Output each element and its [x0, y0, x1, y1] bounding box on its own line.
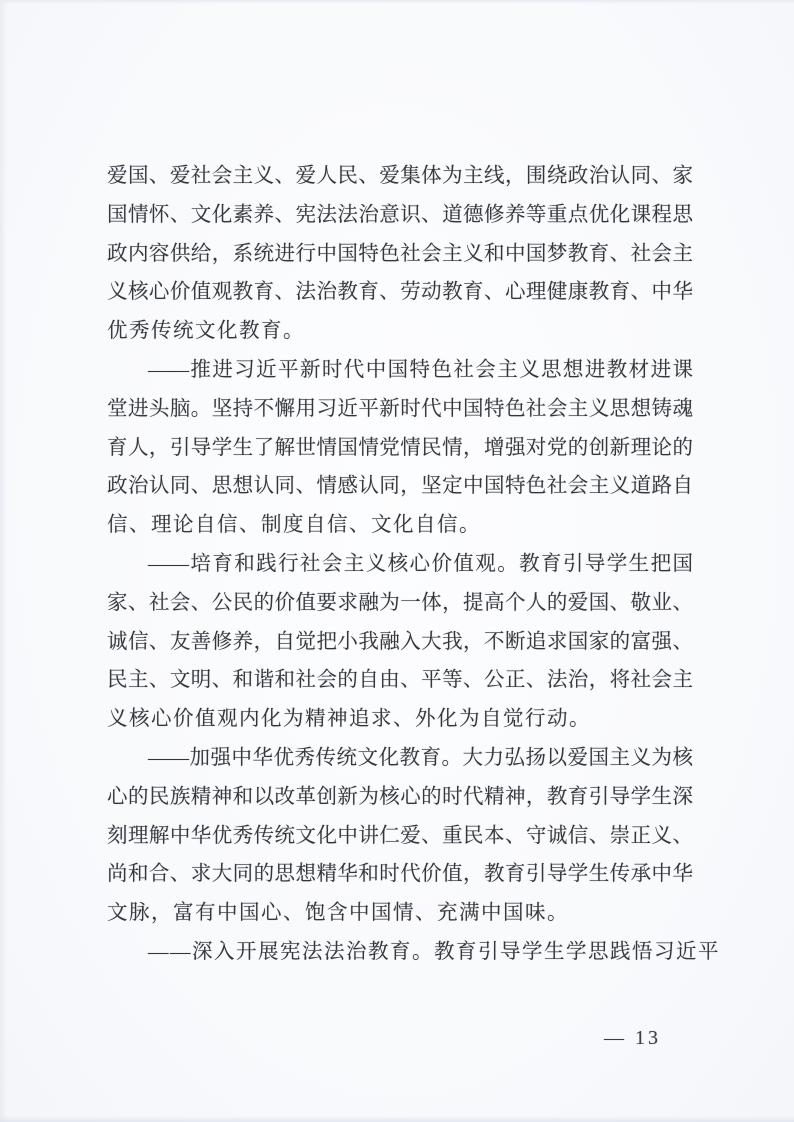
text-line: 义核心价值观内化为精神追求、外化为自觉行动。 — [107, 708, 591, 731]
paragraph-dash-item — [107, 933, 720, 972]
text-line: 堂进头脑。坚持不懈用习近平新时代中国特色社会主义思想铸魂 — [107, 397, 693, 420]
document-body-text — [107, 157, 720, 972]
page-bottom-edge-shadow — [0, 1116, 794, 1122]
page-left-edge-shadow — [0, 0, 7, 1122]
text-line: 刻理解中华优秀传统文化中讲仁爱、重民本、守诚信、崇正义、 — [107, 824, 693, 847]
text-line: 民主、文明、和谐和社会的自由、平等、公正、法治，将社会主 — [107, 669, 693, 692]
text-line: 爱国、爱社会主义、爱人民、爱集体为主线，围绕政治认同、家 — [107, 165, 693, 187]
text-line: 义核心价值观教育、法治教育、劳动教育、心理健康教育、中华 — [107, 281, 693, 304]
text-line: ——推进习近平新时代中国特色社会主义思想进教材进课 — [148, 358, 693, 381]
text-line: 国情怀、文化素养、宪法法治意识、道德修养等重点优化课程思 — [107, 203, 693, 226]
text-line: 优秀传统文化教育。 — [107, 320, 305, 343]
paragraph-continuation — [107, 157, 693, 351]
text-line: 心的民族精神和以改革创新为核心的时代精神，教育引导学生深 — [107, 785, 693, 808]
text-line: ——深入开展宪法法治教育。教育引导学生学思践悟习近平 — [148, 940, 720, 963]
text-line: 育人，引导学生了解世情国情党情民情，增强对党的创新理论的 — [107, 436, 693, 459]
paragraph-dash-item — [107, 739, 693, 933]
text-line: 尚和合、求大同的思想精华和时代价值，教育引导学生传承中华 — [107, 863, 693, 886]
paragraph-dash-item — [107, 545, 693, 739]
paragraph-dash-item — [107, 351, 693, 545]
text-line: 诚信、友善修养，自觉把小我融入大我，不断追求国家的富强、 — [107, 630, 693, 653]
text-line: 政内容供给，系统进行中国特色社会主义和中国梦教育、社会主 — [107, 242, 693, 265]
page-top-edge-shadow — [0, 0, 794, 4]
text-line: 政治认同、思想认同、情感认同，坚定中国特色社会主义道路自 — [107, 475, 693, 498]
text-line: 家、社会、公民的价值要求融为一体，提高个人的爱国、敬业、 — [107, 591, 693, 614]
text-line: 文脉，富有中国心、饱含中国情、充满中国味。 — [107, 902, 569, 925]
text-line: 信、理论自信、制度自信、文化自信。 — [107, 514, 481, 537]
text-line: ——加强中华优秀传统文化教育。大力弘扬以爱国主义为核 — [148, 746, 693, 769]
text-line: ——培育和践行社会主义核心价值观。教育引导学生把国 — [148, 552, 693, 575]
page-number: — 13 — [604, 1027, 661, 1049]
